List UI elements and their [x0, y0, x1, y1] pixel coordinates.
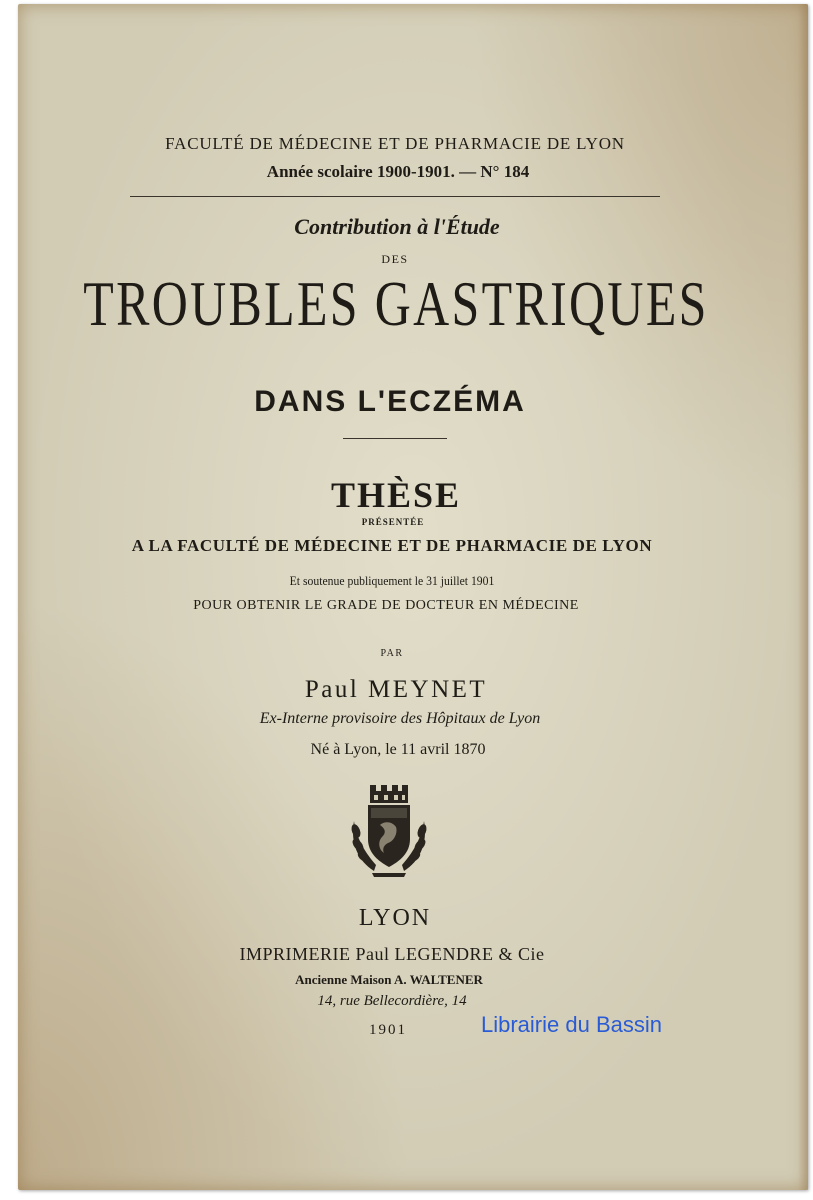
bookseller-watermark: Librairie du Bassin [481, 1012, 662, 1037]
cover-edge [798, 4, 808, 1190]
degree-line: POUR OBTENIR LE GRADE DE DOCTEUR EN MÉDECINE [193, 598, 579, 613]
main-title: TROUBLES GASTRIQUES [83, 268, 709, 339]
subtitle: DANS L'ECZÉMA [254, 385, 526, 418]
defense-date: Et soutenue publiquement le 31 juillet 1901 [289, 573, 495, 588]
imprint-city: LYON [358, 905, 432, 931]
printer-address: 14, rue Bellecordière, 14 [317, 993, 467, 1009]
author-birth: Né à Lyon, le 11 avril 1870 [310, 741, 486, 758]
title-rule [343, 438, 447, 439]
faculty-header: FACULTÉ DE MÉDECINE ET DE PHARMACIE DE LYON [165, 134, 625, 153]
contribution-line: Contribution à l'Étude [294, 214, 500, 239]
des-line: DES [381, 252, 409, 266]
academic-year-number: Année scolaire 1900-1901. — N° 184 [266, 162, 530, 181]
header-rule [130, 196, 660, 197]
printer-former-house: Ancienne Maison A. WALTENER [295, 972, 483, 987]
author-role: Ex-Interne provisoire des Hôpitaux de Lyon [259, 710, 541, 727]
imprint-year: 1901 [369, 1022, 407, 1038]
faculty-dedication: A LA FACULTÉ DE MÉDECINE ET DE PHARMACIE DE LYON [131, 536, 653, 555]
par-line: PAR [380, 648, 404, 659]
lyon-coat-of-arms-icon [344, 783, 434, 883]
presentee-line: PRÉSENTÉE [361, 517, 425, 527]
these-heading: THÈSE [330, 475, 462, 515]
author-name: Paul MEYNET [304, 676, 488, 703]
printer-name: IMPRIMERIE Paul LEGENDRE & Cie [239, 944, 545, 964]
